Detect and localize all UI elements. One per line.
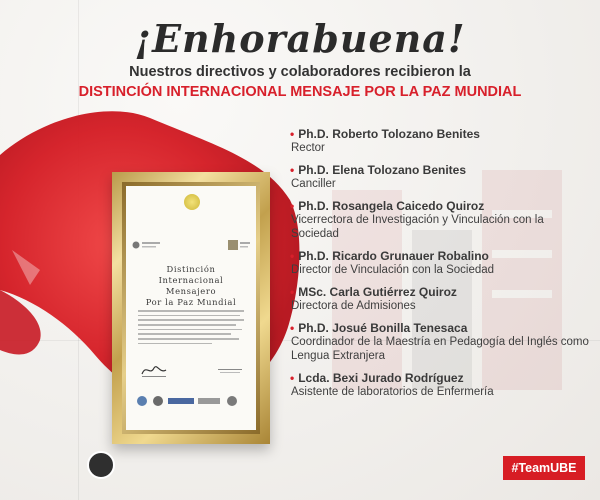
recipient-name: Ph.D. Elena Tolozano Benites (298, 163, 467, 177)
gold-seal-icon (184, 194, 200, 210)
recipient-role: Directora de Admisiones (291, 300, 416, 312)
certificate-document (126, 186, 256, 430)
recipient-role: Asistente de laboratorios de Enfermería (291, 386, 494, 398)
signature-icon (140, 362, 168, 378)
recipient-name: Lcda. Bexi Jurado Rodríguez (298, 371, 464, 385)
bullet-icon: • (290, 163, 295, 177)
list-item (290, 249, 590, 277)
bullet-icon: • (290, 199, 295, 213)
list-item (290, 199, 590, 241)
list-item (290, 163, 590, 191)
bullet-icon: • (290, 371, 295, 385)
recipient-name: MSc. Carla Gutiérrez Quiroz (298, 285, 457, 299)
bullet-icon: • (290, 285, 295, 299)
bullet-icon: • (290, 249, 295, 263)
certificate-body-text (138, 310, 244, 348)
recipients-list (290, 127, 590, 407)
recipient-name: Ph.D. Josué Bonilla Tenesaca (298, 321, 468, 335)
recipient-role: Coordinador de la Maestría en Pedagogía del Inglés como Lengua Extranjera (291, 336, 589, 362)
user-avatar-icon[interactable] (87, 451, 115, 479)
certificate-frame (112, 172, 270, 444)
list-item (290, 285, 590, 313)
recipient-role: Director de Vinculación con la Sociedad (291, 264, 495, 276)
recipient-role: Rector (291, 142, 325, 154)
certificate-title: Distinción Internacional Mensajero Por la Paz Mundial (145, 264, 237, 307)
recipient-name: Ph.D. Rosangela Caicedo Quiroz (298, 199, 485, 213)
award-name: DISTINCIÓN INTERNACIONAL MENSAJE POR LA PAZ MUNDIAL (78, 84, 522, 100)
list-item (290, 371, 590, 399)
recipient-role: Vicerrectora de Investigación y Vinculación con la Sociedad (291, 214, 544, 240)
bullet-icon: • (290, 321, 295, 335)
subtitle: Nuestros directivos y colaboradores recibieron la (129, 64, 471, 80)
list-item (290, 127, 590, 155)
hashtag-badge: #TeamUBE (503, 456, 585, 480)
recipient-name: Ph.D. Ricardo Grunauer Robalino (298, 249, 489, 263)
list-item (290, 321, 590, 363)
organization-logo-icon (228, 238, 250, 252)
page-title: ¡Enhorabuena! (134, 16, 466, 61)
bullet-icon: • (290, 127, 295, 141)
sponsor-logos-icon (136, 394, 240, 408)
recipient-name: Ph.D. Roberto Tolozano Benites (298, 127, 480, 141)
organization-logo-icon (132, 240, 162, 250)
recipient-role: Canciller (291, 178, 336, 190)
signature-icon (218, 364, 242, 376)
